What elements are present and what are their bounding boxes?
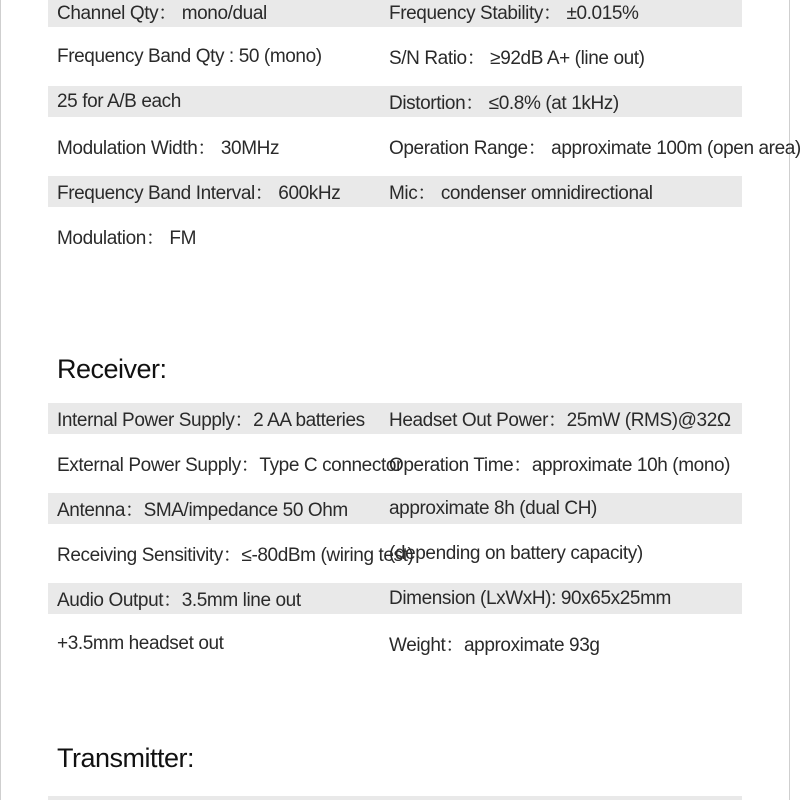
spec-right: S/N Ratio： ≥92dB A+ (line out): [389, 48, 645, 69]
receiver-spec-table: [48, 403, 742, 673]
table-row: [48, 0, 742, 27]
top-spec-table: [48, 0, 801, 266]
table-row: [48, 493, 742, 524]
transmitter-heading: Transmitter:: [57, 743, 195, 773]
spec-right: Operation Time：approximate 10h (mono): [389, 455, 731, 476]
spec-right: Headset Out Power：25mW (RMS)@32Ω: [389, 410, 731, 431]
spec-left: External Power Supply：Type C connector: [57, 455, 402, 476]
transmitter-table-first-row: [48, 796, 742, 800]
table-row: [48, 221, 742, 252]
spec-right: Weight：approximate 93g: [389, 635, 600, 656]
spec-left: Internal Power Supply：2 AA batteries: [57, 410, 365, 431]
table-row: [48, 403, 742, 434]
spec-left: Antenna：SMA/impedance 50 Ohm: [57, 500, 348, 521]
table-row: [48, 131, 801, 162]
table-row: [48, 176, 742, 207]
table-row: [48, 628, 742, 659]
table-row: [48, 583, 742, 614]
table-row: [48, 538, 742, 569]
spec-left: Frequency Band Interval： 600kHz: [57, 183, 341, 204]
spec-left: Audio Output：3.5mm line out: [57, 590, 301, 611]
table-row: [48, 41, 742, 72]
spec-left: Receiving Sensitivity：≤-80dBm (wiring test): [57, 545, 414, 566]
table-row: [48, 86, 742, 117]
spec-right: Dimension (LxWxH): 90x65x25mm: [389, 587, 671, 609]
spec-right: approximate 8h (dual CH): [389, 497, 597, 519]
spec-right: Mic： condenser omnidirectional: [389, 183, 653, 204]
spec-left: Channel Qty： mono/dual: [57, 3, 267, 24]
spec-left: Modulation： FM: [57, 228, 197, 249]
spec-left: Frequency Band Qty : 50 (mono): [57, 45, 322, 67]
spec-right: Distortion： ≤0.8% (at 1kHz): [389, 93, 619, 114]
spec-left: Modulation Width： 30MHz: [57, 138, 280, 159]
receiver-heading: Receiver:: [57, 354, 167, 384]
spec-right: Frequency Stability： ±0.015%: [389, 3, 639, 24]
spec-right: Operation Range： approximate 100m (open area): [389, 138, 801, 159]
spec-left: 25 for A/B each: [57, 90, 181, 112]
spec-left: +3.5mm headset out: [57, 632, 224, 654]
table-row: [48, 448, 742, 479]
spec-right: (depending on battery capacity): [389, 542, 643, 564]
